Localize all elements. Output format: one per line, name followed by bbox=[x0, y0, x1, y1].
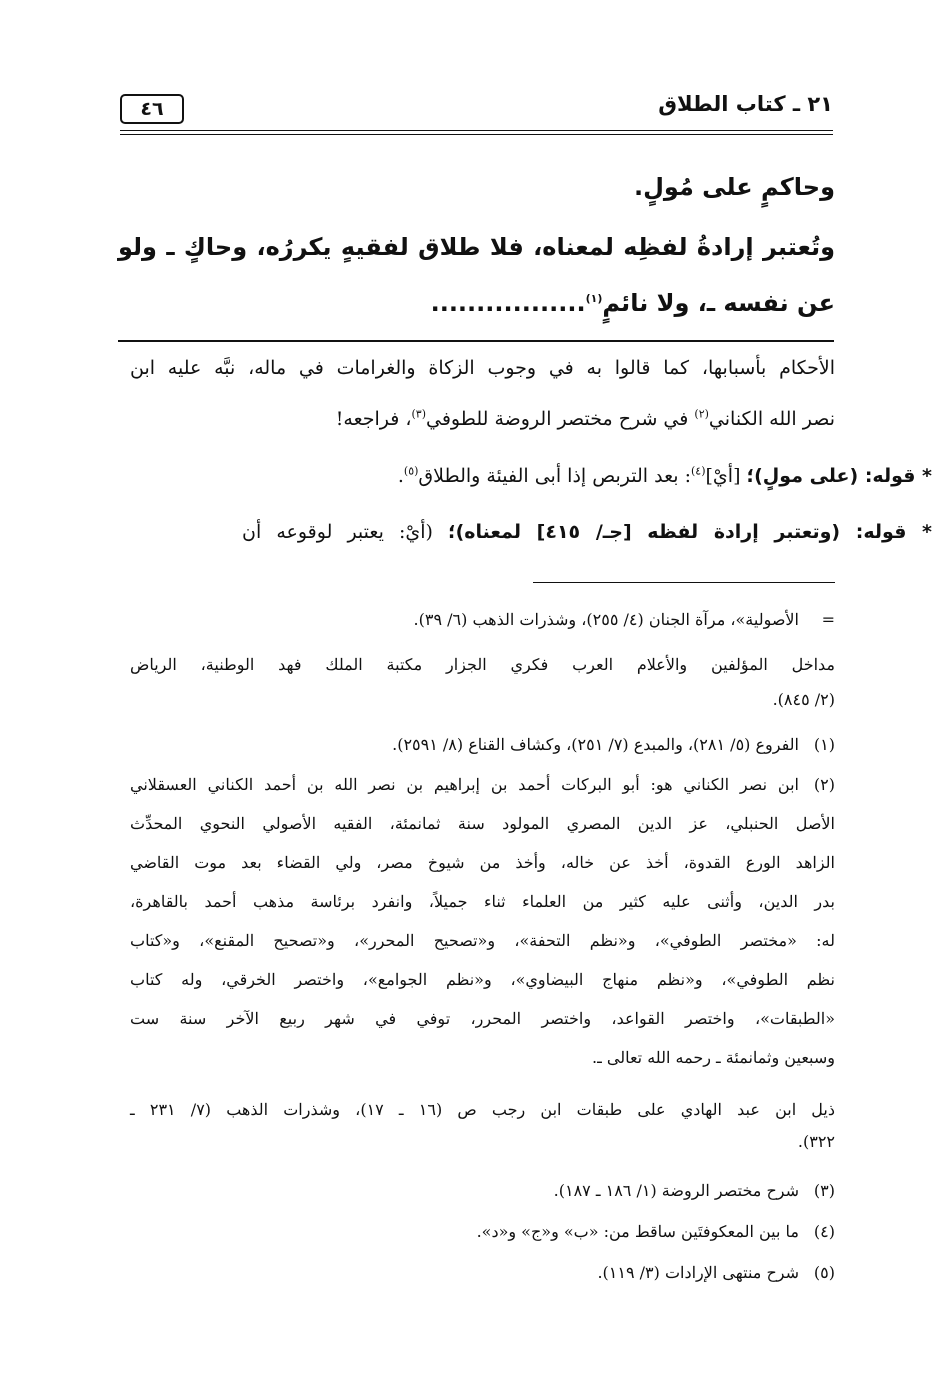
sharh-text: في شرح مختصر الروضة للطوفي bbox=[426, 408, 695, 430]
footnote-5 bbox=[130, 1258, 835, 1288]
sharh-text: ، فراجعه! bbox=[335, 408, 412, 430]
footnote-text: شرح منتهى الإرادات (٣/ ١١٩). bbox=[597, 1263, 799, 1282]
footnote-number: (٣) bbox=[813, 1181, 835, 1200]
footnote-text: شرح مختصر الروضة (١/ ١٨٦ ـ ١٨٧). bbox=[553, 1181, 799, 1200]
footnote-line: بدر الدين، وأثنى عليه كثير من العلماء ثناء جميلاً، وانفرد برئاسة مذهب أحمد بالقاهرة، bbox=[130, 892, 836, 911]
sharh-text: : بعد التربص إذا أبى الفيئة والطلاق bbox=[418, 465, 691, 487]
footnote-line: ٣٢٢). bbox=[797, 1132, 835, 1151]
page-header bbox=[120, 92, 833, 124]
sharh-text: [أيْ] bbox=[705, 465, 747, 487]
chapter-title: ٢١ ـ كتاب الطلاق bbox=[658, 92, 833, 116]
footnote-line: مداخل المؤلفين والأعلام العرب فكري الجزار مكتبة الملك فهد الوطنية، الرياض bbox=[130, 655, 835, 674]
matn-line-1: وحاكمٍ على مُولٍ. bbox=[633, 173, 835, 201]
footnote-line: ذيل ابن عبد الهادي على طبقات ابن رجب ص (١٦ ـ ١٧)، وشذرات الذهب (٧/ ٢٣١ ـ bbox=[130, 1100, 836, 1119]
matn-separator bbox=[118, 340, 834, 342]
footnote-ref-3[interactable]: (٣) bbox=[411, 407, 427, 421]
footnote-line: الأصولية»، مرآة الجنان (٤/ ٢٥٥)، وشذرات الذهب (٦/ ٣٩). bbox=[413, 610, 799, 629]
sharh-text: . bbox=[397, 465, 404, 487]
matn-dots: ................. bbox=[430, 289, 586, 317]
sharh-line-2 bbox=[130, 405, 835, 433]
sharh-text: (أيْ: يعتبر لوقوعه أن bbox=[242, 521, 449, 543]
footnote-ref-5[interactable]: (٥) bbox=[403, 464, 419, 478]
footnote-ref-1[interactable]: (١) bbox=[585, 292, 603, 305]
footnote-line: الزاهد الورع القدوة، أخذ عن خاله، وأخذ من شيوخ مصر، ولي القضاء بعد موت القاضي bbox=[130, 853, 835, 872]
sharh-text: نصر الله الكناني bbox=[708, 408, 835, 430]
sharh-line-1: الأحكام بأسبابها، كما قالوا به في وجوب الزكاة والغرامات في ماله، نبَّه عليه ابن bbox=[130, 357, 835, 379]
footnote-ref-4[interactable]: (٤) bbox=[690, 464, 706, 478]
footnote-number: (٤) bbox=[813, 1222, 835, 1241]
footnote-line: له: «مختصر الطوفي»، و«نظم التحفة»، و«تصحيح المحرر»، و«تصحيح المقنع»، و«كتاب bbox=[130, 931, 836, 950]
qawluh-2 bbox=[242, 518, 932, 546]
footnote-number: (١) bbox=[813, 735, 835, 754]
footnote-ref-2[interactable]: (٢) bbox=[694, 407, 709, 421]
footnote-3 bbox=[130, 1176, 835, 1206]
footnote-line: ابن نصر الكناني هو: أبو البركات أحمد بن إبراهيم بن نصر الله بن أحمد الكناني العسقلاني bbox=[130, 775, 799, 794]
matn-line-3 bbox=[118, 286, 835, 320]
footnote-line: الأصل الحنبلي، عز الدين المصري المولود سنة ثمانمئة، الفقيه الأصولي النحوي المحدِّث bbox=[130, 814, 835, 833]
qawluh-label: * قوله: (على مولٍ)؛ bbox=[746, 465, 932, 487]
footnote-line: وسبعين وثمانمئة ـ رحمه الله تعالى ـ. bbox=[592, 1048, 835, 1067]
continuation-marker: = bbox=[821, 610, 835, 629]
footnote-4 bbox=[130, 1217, 835, 1247]
matn-line-3-text: عن نفسه ـ، ولا نائمٍ bbox=[602, 289, 835, 317]
footnote-separator bbox=[533, 582, 835, 583]
footnote-line: نظم الطوفي»، و«نظم منهاج البيضاوي»، و«نظم الجوامع»، واختصر الخرقي، وله كتاب bbox=[130, 970, 835, 989]
footnote-2 bbox=[130, 770, 836, 1151]
matn-line-2: وتُعتبر إرادةُ لفظِه لمعناه، فلا طلاق لفقيهٍ يكررُه، وحاكٍ ـ ولو bbox=[118, 233, 835, 261]
header-rule-top bbox=[120, 130, 833, 131]
footnote-number: (٢) bbox=[813, 775, 835, 794]
footnote-text: الفروع (٥/ ٢٨١)، والمبدع (٧/ ٢٥١)، وكشاف القناع (٨/ ٢٥٩١). bbox=[392, 735, 799, 754]
footnote-line: «الطبقات»، واختصر القواعد، واختصر المحرر، توفي في شهر ربيع الآخر سنة ست bbox=[130, 1009, 835, 1028]
footnote-continued bbox=[130, 605, 835, 715]
page-number: ٤٦ bbox=[120, 94, 184, 124]
header-rule-bottom bbox=[120, 134, 833, 135]
footnote-text: ما بين المعكوفتَين ساقط من: «ب» و«ج» و«د». bbox=[476, 1222, 799, 1241]
footnote-number: (٥) bbox=[813, 1263, 835, 1282]
footnote-line: (٢/ ٨٤٥). bbox=[772, 690, 835, 709]
qawluh-label: * قوله: (وتعتبر إرادة لفظه [جـ/ ٤١٥] لمعناه)؛ bbox=[448, 521, 932, 543]
qawluh-1 bbox=[242, 462, 932, 490]
footnote-1 bbox=[130, 730, 835, 760]
